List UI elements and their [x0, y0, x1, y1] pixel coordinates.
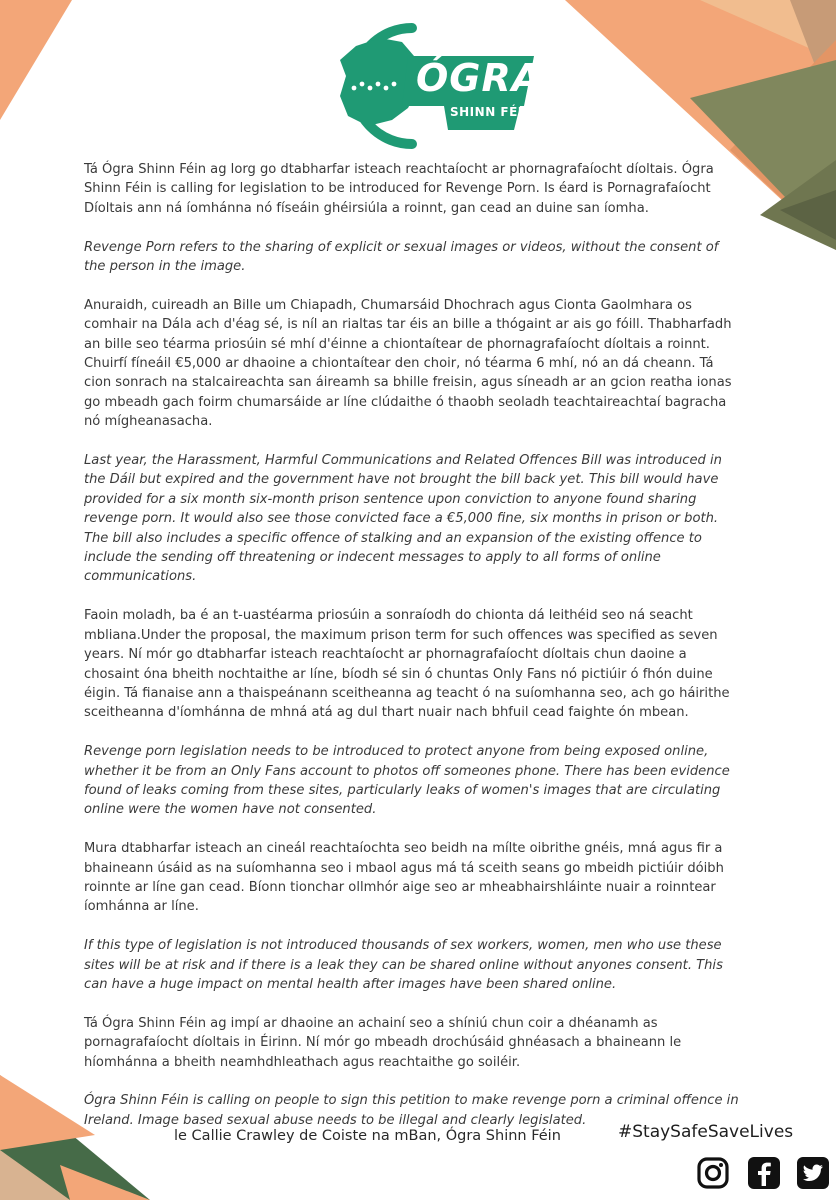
logo-subtitle: SHINN FÉIN [450, 105, 534, 119]
twitter-icon[interactable] [796, 1156, 830, 1190]
paragraph: Faoin moladh, ba é an t-uastéarma priosúin a sonraíodh do chionta dá leithéid seo ná seacht mbliana.Under the proposal, the maximum prison term for such offences was specified as seven years. Ní mór go dtabharfar isteach reachtaíocht ar phornagrafaíocht díoltais chun daoine a chosaint óna bheith nochtaithe ar líne, bíodh sé sin ó chuntas Only Fans nó pictiúir ó fhón duine éigin. Tá fianaise ann a thaispeánann sceitheanna ag teacht ó na suíomhanna seo, ach go háirithe sceitheanna d'íomhánna de mhná atá ag dul thart nuair nach bhfuil cead faighte ón mbean. [84, 608, 730, 721]
paragraph: Tá Ógra Shinn Féin ag lorg go dtabharfar isteach reachtaíocht ar phornagrafaíocht díoltais. Ógra Shinn Féin is calling for legislation to be introduced for Revenge Porn. Is éard is Pornagrafaíocht Díoltais ann ná íomhánna nó físeáin ghéirsiúla a roinnt, gan cead an duine san íomha. [84, 162, 714, 216]
facebook-icon[interactable] [747, 1156, 781, 1190]
paragraph-english: Last year, the Harassment, Harmful Communications and Related Offences Bill was introduced in the Dáil but expired and the government have not brought the bill back yet. This bill would have provided for a six month six-month prison sentence upon conviction to anyone found sharing revenge porn. It would also see those convicted face a €5,000 fine, six months in prison or both. The bill also includes a specific offence of stalking and an expansion of the existing offence to include the sending off threatening or indecent messages to apply to all forms of online communications. [84, 453, 722, 585]
article-body [84, 160, 744, 1150]
paragraph: Mura dtabharfar isteach an cineál reachtaíochta seo beidh na mílte oibrithe gnéis, mná agus fir a bhaineann úsáid as na suíomhanna seo i mbaol agus má tá sceith seans go mbeidh pictiúir dóibh roinnte ar líne gan cead. Bíonn tionchar ollmhór aige seo ar mheabhairshláinte nuair a roinntear íomhánna ar líne. [84, 841, 724, 915]
author-signature: le Callie Crawley de Coiste na mBan, Ógra Shinn Féin [174, 1128, 561, 1144]
hashtag: #StaySafeSaveLives [618, 1122, 794, 1142]
paragraph: Anuraidh, cuireadh an Bille um Chiapadh, Chumarsáid Dhochrach agus Cionta Gaolmhara os comhair na Dála ach d'éag sé, is níl an rialtas tar éis an bille a thógaint ar ais go fóill. Thabharfadh an bille seo téarma priosúin sé mhí d'éinne a chiontaítear de phornagrafaíocht díoltais a roinnt. Chuirfí fíneáil €5,000 ar dhaoine a chiontaítear den choir, nó téarma 6 mhí, nó an dá cheann. Tá cion sonrach na stalcaireachta san áireamh sa bhille freisin, agus síneadh ar an gcion reatha ionas go mbeadh gach foirm chumarsáide ar líne clúdaithe ó thaobh seoladh teachtaireachtaí bagracha nó mígheanasacha. [84, 297, 732, 430]
paragraph-english: Ógra Shinn Féin is calling on people to sign this petition to make revenge porn a criminal offence in Ireland. Image based sexual abuse needs to be illegal and clearly legislated. [84, 1093, 739, 1128]
logo-wordmark: ÓGRA [416, 56, 543, 100]
instagram-icon[interactable] [696, 1156, 730, 1190]
paragraph-english: Revenge porn legislation needs to be introduced to protect anyone from being exposed online, whether it be from an Only Fans account to photos off someones phone. There has been evidence found of leaks coming from these sites, particularly leaks of women's images that are circulating online were the women have not consented. [84, 744, 730, 818]
paragraph-english: Revenge Porn refers to the sharing of explicit or sexual images or videos, without the consent of the person in the image. [84, 239, 719, 275]
paragraph-english: If this type of legislation is not introduced thousands of sex workers, women, men who use these sites will be at risk and if there is a leak they can be shared online without anyones consent. This can have a huge impact on mental health after images have been shared online. [84, 938, 723, 992]
paragraph: Tá Ógra Shinn Féin ag impí ar dhaoine an achainí seo a shíniú chun coir a dhéanamh as pornagrafaíocht díoltais in Éirinn. Ní mór go mbeadh drochúsáid ghnéasach a bhaineann le híomhánna a bheith neamhdhleathach agus reachtaithe go soiléir. [84, 1015, 682, 1070]
